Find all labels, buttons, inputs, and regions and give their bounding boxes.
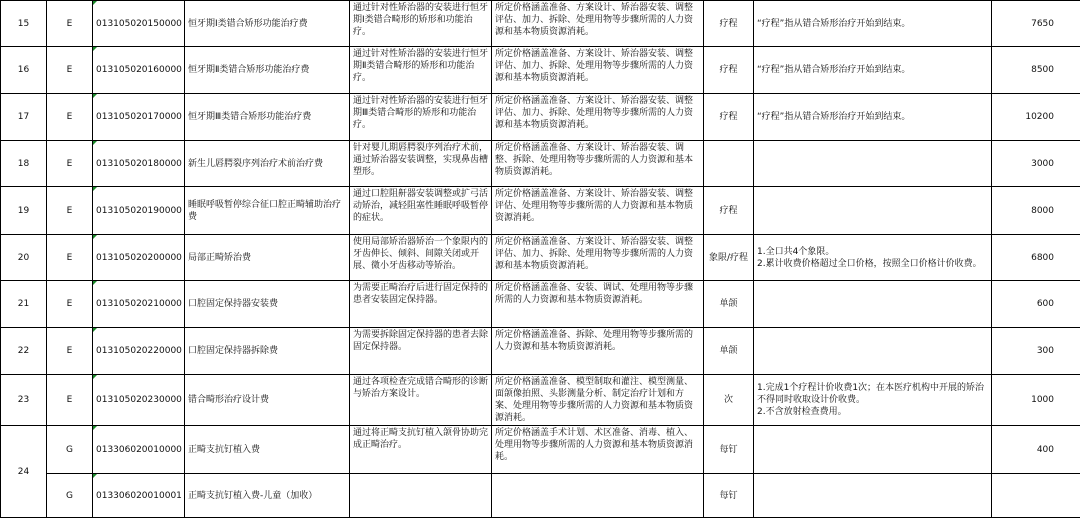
cell-amount[interactable]: 400 [992, 426, 1080, 474]
cell-note[interactable] [754, 141, 992, 187]
cell-code[interactable]: 013105020150000 [93, 1, 185, 47]
cell-content[interactable]: 针对婴儿期唇腭裂序列治疗术前，通过矫治器安装调整，实现鼻齿槽塑形。 [350, 141, 492, 187]
cell-name[interactable]: 新生儿唇腭裂序列治疗术前治疗费 [185, 141, 350, 187]
cell-unit[interactable]: 次 [704, 375, 754, 426]
cell-name[interactable]: 口腔固定保持器拆除费 [185, 328, 350, 375]
cell-name[interactable]: 错合畸形治疗设计费 [185, 375, 350, 426]
cell-no[interactable]: 23 [1, 375, 47, 426]
cell-category[interactable]: E [47, 235, 93, 281]
cell-note[interactable] [754, 328, 992, 375]
cell-content[interactable]: 通过针对性矫治器的安装进行恒牙期Ⅱ类错合畸形的矫形和功能治疗。 [350, 47, 492, 94]
cell-price-scope[interactable]: 所定价格涵盖准备、安装、调试、处理用物等步骤所需的人力资源和基本物质资源消耗。 [492, 281, 704, 328]
cell-code[interactable]: 013105020180000 [93, 141, 185, 187]
cell-category[interactable]: G [47, 426, 93, 474]
cell-category[interactable]: E [47, 141, 93, 187]
cell-content[interactable]: 通过口腔阻鼾器安装调整或扩弓活动矫治，减轻阻塞性睡眠呼吸暂停的症状。 [350, 187, 492, 235]
table-row [1, 235, 1080, 281]
cell-content[interactable]: 通过针对性矫治器的安装进行恒牙期Ⅰ类错合畸形的矫形和功能治疗。 [350, 1, 492, 47]
cell-category[interactable]: E [47, 187, 93, 235]
cell-code[interactable]: 013105020190000 [93, 187, 185, 235]
cell-unit[interactable]: 疗程 [704, 1, 754, 47]
cell-unit[interactable]: 疗程 [704, 94, 754, 141]
table-row [1, 94, 1080, 141]
cell-unit[interactable]: 象限/疗程 [704, 235, 754, 281]
cell-category[interactable]: E [47, 1, 93, 47]
cell-content[interactable]: 通过各项检查完成错合畸形的诊断与矫治方案设计。 [350, 375, 492, 426]
cell-amount[interactable]: 1000 [992, 375, 1080, 426]
cell-price-scope[interactable]: 所定价格涵盖准备、方案设计、矫治器安装、调整、拆除、处理用物等步骤所需的人力资源和基本物质资源消耗。 [492, 141, 704, 187]
table-row [1, 426, 1080, 474]
cell-price-scope[interactable]: 所定价格涵盖准备、模型制取和灌注、模型测量、面颌像拍照、头影测量分析、制定治疗计划和方案、处理用物等步骤所需的人力资源和基本物质资源消耗。 [492, 375, 704, 426]
cell-note[interactable] [754, 426, 992, 474]
cell-price-scope[interactable]: 所定价格涵盖准备、方案设计、矫治器安装、调整评估、加力、拆除、处理用物等步骤所需的人力资源和基本物质资源消耗。 [492, 235, 704, 281]
table-row [1, 375, 1080, 426]
cell-amount[interactable]: 600 [992, 281, 1080, 328]
cell-note[interactable]: 1.完成1个疗程计价收费1次；在本医疗机构中开展的矫治不得同时收取设计价收费。 2.不含放射检查费用。 [754, 375, 992, 426]
cell-amount[interactable]: 300 [992, 328, 1080, 375]
cell-category[interactable]: E [47, 375, 93, 426]
table-row [1, 47, 1080, 94]
cell-price-scope[interactable] [492, 474, 704, 518]
cell-code[interactable]: 013105020220000 [93, 328, 185, 375]
cell-amount[interactable] [992, 474, 1080, 518]
cell-no[interactable]: 16 [1, 47, 47, 94]
table-row [1, 281, 1080, 328]
cell-unit[interactable]: 单颌 [704, 281, 754, 328]
cell-price-scope[interactable]: 所定价格涵盖准备、方案设计、矫治器安装、调整评估、加力、拆除、处理用物等步骤所需的人力资源和基本物质资源消耗。 [492, 47, 704, 94]
cell-note[interactable] [754, 474, 992, 518]
cell-name[interactable]: 恒牙期Ⅲ类错合矫形功能治疗费 [185, 94, 350, 141]
cell-note[interactable]: “疗程”指从错合矫形治疗开始到结束。 [754, 47, 992, 94]
cell-price-scope[interactable]: 所定价格涵盖准备、拆除、处理用物等步骤所需的人力资源和基本物质资源消耗。 [492, 328, 704, 375]
cell-name[interactable]: 恒牙期Ⅱ类错合矫形功能治疗费 [185, 47, 350, 94]
cell-unit[interactable]: 每钉 [704, 426, 754, 474]
cell-note[interactable]: “疗程”指从错合矫形治疗开始到结束。 [754, 94, 992, 141]
cell-code[interactable]: 013105020200000 [93, 235, 185, 281]
cell-note[interactable] [754, 187, 992, 235]
cell-no[interactable]: 24 [1, 426, 47, 518]
cell-content[interactable]: 通过将正畸支抗钉植入颌骨协助完成正畸治疗。 [350, 426, 492, 474]
cell-amount[interactable]: 6800 [992, 235, 1080, 281]
cell-name[interactable]: 正畸支抗钉植入费-儿童（加收） [185, 474, 350, 518]
cell-name[interactable]: 口腔固定保持器安装费 [185, 281, 350, 328]
cell-price-scope[interactable]: 所定价格涵盖准备、方案设计、矫治器安装、调整评估、加力、拆除、处理用物等步骤所需的人力资源和基本物质资源消耗。 [492, 94, 704, 141]
cell-code[interactable]: 013105020160000 [93, 47, 185, 94]
cell-content[interactable]: 通过针对性矫治器的安装进行恒牙期Ⅲ类错合畸形的矫形和功能治疗。 [350, 94, 492, 141]
cell-amount[interactable]: 7650 [992, 1, 1080, 47]
cell-price-scope[interactable]: 所定价格涵盖准备、方案设计、矫治器安装、调整评估、加力、拆除、处理用物等步骤所需的人力资源和基本物质资源消耗。 [492, 1, 704, 47]
cell-amount[interactable]: 3000 [992, 141, 1080, 187]
cell-category[interactable]: E [47, 47, 93, 94]
cell-content[interactable]: 为需要正畸治疗后进行固定保持的患者安装固定保持器。 [350, 281, 492, 328]
cell-name[interactable]: 正畸支抗钉植入费 [185, 426, 350, 474]
cell-category[interactable]: E [47, 94, 93, 141]
cell-note[interactable]: “疗程”指从错合矫形治疗开始到结束。 [754, 1, 992, 47]
cell-price-scope[interactable]: 所定价格涵盖手术计划、术区准备、消毒、植入、处理用物等步骤所需的人力资源和基本物质资源消耗。 [492, 426, 704, 474]
cell-code[interactable]: 013306020010001 [93, 474, 185, 518]
cell-no[interactable]: 17 [1, 94, 47, 141]
table-row [1, 187, 1080, 235]
cell-category[interactable]: E [47, 328, 93, 375]
table-row [1, 474, 1080, 518]
cell-code[interactable]: 013105020230000 [93, 375, 185, 426]
cell-name[interactable]: 睡眠呼吸暂停综合征口腔正畸辅助治疗费 [185, 187, 350, 235]
table-row [1, 1, 1080, 47]
cell-code[interactable]: 013105020210000 [93, 281, 185, 328]
cell-unit[interactable]: 每钉 [704, 474, 754, 518]
cell-amount[interactable]: 10200 [992, 94, 1080, 141]
cell-no[interactable]: 22 [1, 328, 47, 375]
cell-name[interactable]: 恒牙期Ⅰ类错合矫形功能治疗费 [185, 1, 350, 47]
cell-content[interactable]: 为需要拆除固定保持器的患者去除固定保持器。 [350, 328, 492, 375]
cell-no[interactable]: 19 [1, 187, 47, 235]
cell-unit[interactable]: 疗程 [704, 187, 754, 235]
cell-unit[interactable]: 单颌 [704, 328, 754, 375]
cell-code[interactable]: 013105020170000 [93, 94, 185, 141]
cell-no[interactable]: 20 [1, 235, 47, 281]
table-row [1, 141, 1080, 187]
cell-unit[interactable]: 疗程 [704, 47, 754, 94]
cell-amount[interactable]: 8000 [992, 187, 1080, 235]
cell-content[interactable] [350, 474, 492, 518]
cell-no[interactable]: 18 [1, 141, 47, 187]
cell-no[interactable]: 21 [1, 281, 47, 328]
cell-unit[interactable] [704, 141, 754, 187]
cell-amount[interactable]: 8500 [992, 47, 1080, 94]
table-row [1, 328, 1080, 375]
cell-category[interactable]: G [47, 474, 93, 518]
cell-no[interactable]: 15 [1, 1, 47, 47]
cell-note[interactable]: 1.全口共4个象限。 2.累计收费价格超过全口价格，按照全口价格计价收费。 [754, 235, 992, 281]
cell-price-scope[interactable]: 所定价格涵盖准备、方案设计、矫治器安装、调整评估、处理用物等步骤所需的人力资源和基本物质资源消耗。 [492, 187, 704, 235]
cell-note[interactable] [754, 281, 992, 328]
cell-category[interactable]: E [47, 281, 93, 328]
cell-name[interactable]: 局部正畸矫治费 [185, 235, 350, 281]
cell-code[interactable]: 013306020010000 [93, 426, 185, 474]
cell-content[interactable]: 使用局部矫治器矫治一个象限内的牙齿伸长、倾斜、间隙关闭或开展、微小牙齿移动等矫治。 [350, 235, 492, 281]
